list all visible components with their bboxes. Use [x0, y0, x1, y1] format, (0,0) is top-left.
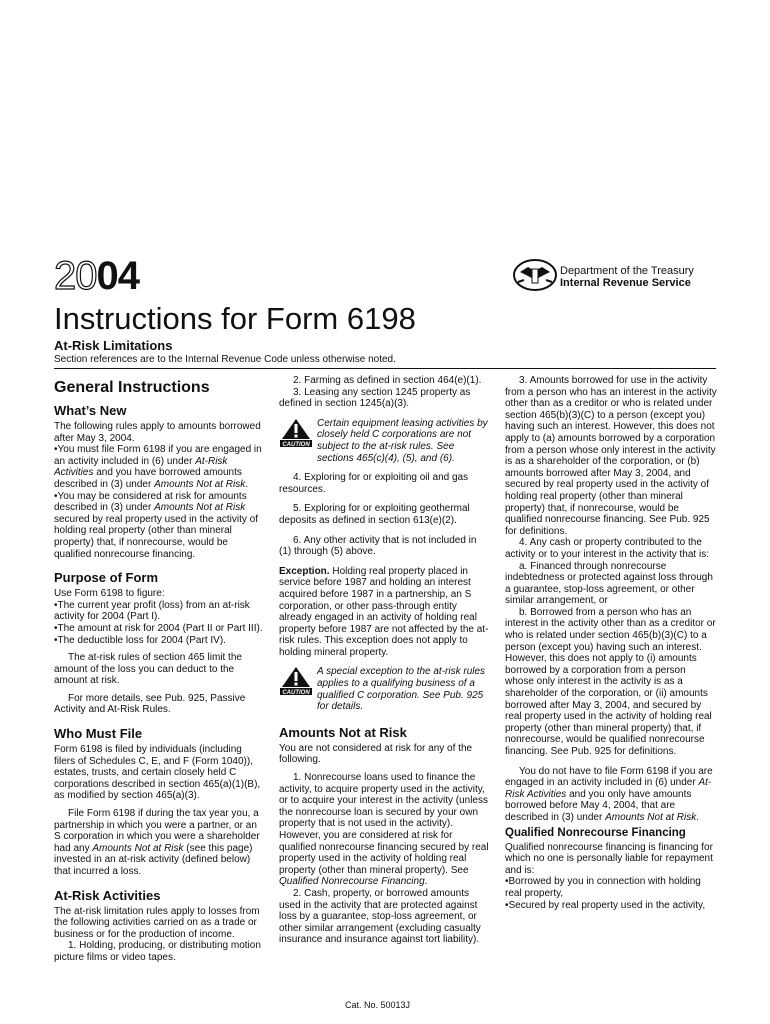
svg-text:CAUTION: CAUTION: [282, 441, 310, 448]
qualified-nonrecourse-text: Qualified nonrecourse financing is financing for which no one is personally liable for repayment and is:: [505, 841, 713, 876]
purpose-intro: Use Form 6198 to figure:: [54, 588, 165, 600]
whats-new-bullet-2: • You may be considered at risk for amounts described in (3) under Amounts Not at Risk secured by real property used in the activity of holding real property (other than mineral property) that, if nonrecourse, would be qualified nonrecourse financing.: [54, 491, 264, 561]
exception-text: Exception. Holding real property placed in service before 1987 and holding an interest acquired before 1987 in a partnership, an S corporation, or other pass-through entity already engaged in an activity of holding real property before 1987 are not affected by the at-risk rules. This exception does not apply to holding mineral property.: [279, 565, 489, 658]
amount-item-3: 3. Amounts borrowed for use in the activity from a person who has an interest in the activity other than as a creditor or who is related under section 465(b)(3)(C) to a person (except you) having such an interest. However, this does not apply to (a) amounts borrowed by a corporation from a person whose only interest in the activity is as a shareholder of the corporation, or (b) amounts borrowed after May 3, 2004, and secured by real property used in the activity of holding real property (other than mineral property) that, if nonrecourse, would be qualified nonrecourse financing. See Pub. 925 for definitions.: [505, 375, 717, 537]
amount-item-2: 2. Cash, property, or borrowed amounts used in the activity that are protected against loss by a guarantee, stop-loss agreement, or other similar arrangement (excluding casualty insurance and insurance against tort liability).: [279, 887, 481, 946]
activity-item-5: 5. Exploring for or exploiting geothermal deposits as defined in section 613(e)(2).: [279, 503, 470, 526]
activity-item-6: 6. Any other activity that is not included in (1) through (5) above.: [279, 534, 477, 558]
who-must-file-heading: Who Must File: [54, 726, 143, 742]
purpose-bullet-3: • The deductible loss for 2004 (Part IV).: [54, 635, 264, 647]
amount-item-4a: a. Financed through nonrecourse indebtedness or protected against loss through a guarantee, stop-loss agreement, or other similar arrangement, or: [505, 560, 713, 607]
qnf-bullet-2: • Secured by real property used in the activity,: [505, 900, 717, 912]
column-2: [279, 375, 490, 946]
qnf-bullet-1: • Borrowed by you in connection with holding real property,: [505, 876, 717, 899]
page-title: Instructions for Form 6198: [54, 301, 416, 336]
amount-item-4b: b. Borrowed from a person who has an interest in the activity other than as a creditor or who is related under section 465(b)(3)(C) to a person (except you) having such an interest. However, this does not apply to (i) amounts borrowed by a corporation from a person whose only interest in the activity is as a shareholder of the corporation, or (ii) amounts borrowed after May 3, 2004, and secured by real property used in the activity of holding real property (other than mineral property) that, if nonrecourse, would be qualified nonrecourse financing. See Pub. 925 for definitions.: [505, 606, 716, 757]
general-instructions-heading: General Instructions: [54, 379, 210, 396]
amounts-intro: You are not considered at risk for any of the following.: [279, 742, 473, 766]
form-year: 2004: [54, 254, 139, 298]
no-file-text: You do not have to file Form 6198 if you are engaged in an activity included in (6) under At-Risk Activities and you only have amounts borrowed before May 4, 2004, that are described in (3) under Amounts Not at Risk.: [505, 765, 713, 823]
page-subtitle: At-Risk Limitations: [54, 338, 173, 353]
column-1: [54, 375, 264, 964]
qualified-nonrecourse-heading: Qualified Nonrecourse Financing: [505, 826, 686, 839]
reference-note: Section references are to the Internal Revenue Code unless otherwise noted.: [54, 354, 396, 365]
purpose-more-text: For more details, see Pub. 925, Passive Activity and At-Risk Rules.: [54, 692, 246, 716]
activity-item-2: 2. Farming as defined in section 464(e)(1).: [293, 375, 482, 386]
who-must-file-text: Form 6198 is filed by individuals (including filers of Schedules C, E, and F (Form 1040)), estates, trusts, and certain closely held C corporations described in section 465(a)(1)(B), as modified by section 465(a)(3).: [54, 744, 261, 802]
at-risk-activities-heading: At-Risk Activities: [54, 887, 161, 903]
whats-new-heading: What’s New: [54, 403, 127, 418]
header-divider: [54, 368, 716, 369]
catalog-number: Cat. No. 50013J: [345, 1000, 411, 1010]
column-3: [505, 375, 717, 911]
activity-item-4: 4. Exploring for or exploiting oil and gas resources.: [279, 472, 469, 495]
activity-item-3: 3. Leasing any section 1245 property as defined in section 1245(a)(3).: [279, 386, 471, 410]
at-risk-activities-text: The at-risk limitation rules apply to losses from the following activities carried on as a trade or business or for the production of income.: [54, 905, 260, 940]
purpose-heading: Purpose of Form: [54, 570, 159, 586]
whats-new-bullet-1: • You must file Form 6198 if you are engaged in an activity included in (6) under At-Risk Activities and you have borrowed amounts described in (3) under Amounts Not at Risk.: [54, 444, 264, 490]
caution-note-2: CAUTION A special exception to the at-risk rules applies to a qualifying business of a qualified C corporation. See Pub. 925 for details.: [279, 666, 490, 712]
caution-note-1: CAUTION Certain equipment leasing activities by closely held C corporations are not subject to the at-risk rules. See sections 465(c)(4), (5), and (6).: [279, 418, 490, 464]
activity-item-1: 1. Holding, producing, or distributing motion picture films or video tapes.: [54, 940, 261, 963]
purpose-bullet-1: • The current year profit (loss) from an at-risk activity for 2004 (Part I).: [54, 600, 264, 623]
purpose-rules-text: The at-risk rules of section 465 limit the amount of the loss you can deduct to the amount at risk.: [54, 652, 242, 687]
whats-new-intro: The following rules apply to amounts borrowed after May 3, 2004.: [54, 421, 261, 444]
department-name: Department of the Treasury Internal Revenue Service: [560, 265, 694, 289]
irs-eagle-logo-icon: [512, 258, 558, 292]
amounts-not-at-risk-heading: Amounts Not at Risk: [279, 724, 407, 740]
amount-item-1: 1. Nonrecourse loans used to finance the activity, to acquire property used in the activity, or to acquire your interest in the activity (unless the nonrecourse loan is secured by your own property that is not used in the activity). However, you are considered at risk for qualified nonrecourse financing secured by real property used in the activity of holding real property (other than mineral property). See Qualified Nonrecourse Financing.: [279, 772, 489, 888]
file-form-text: File Form 6198 if during the tax year you, a partnership in which you were a partner, or an S corporation in which you were a shareholder had any Amounts Not at Risk (see this page) invested in an at-risk activity (defined below) that incurred a loss.: [54, 808, 260, 877]
purpose-bullet-2: • The amount at risk for 2004 (Part II or Part III).: [54, 623, 264, 635]
amount-item-4: 4. Any cash or property contributed to the activity or to your interest in the activity that is:: [505, 537, 709, 560]
caution-icon: [279, 418, 313, 448]
svg-text:CAUTION: CAUTION: [282, 690, 310, 697]
caution-icon: [279, 666, 313, 696]
